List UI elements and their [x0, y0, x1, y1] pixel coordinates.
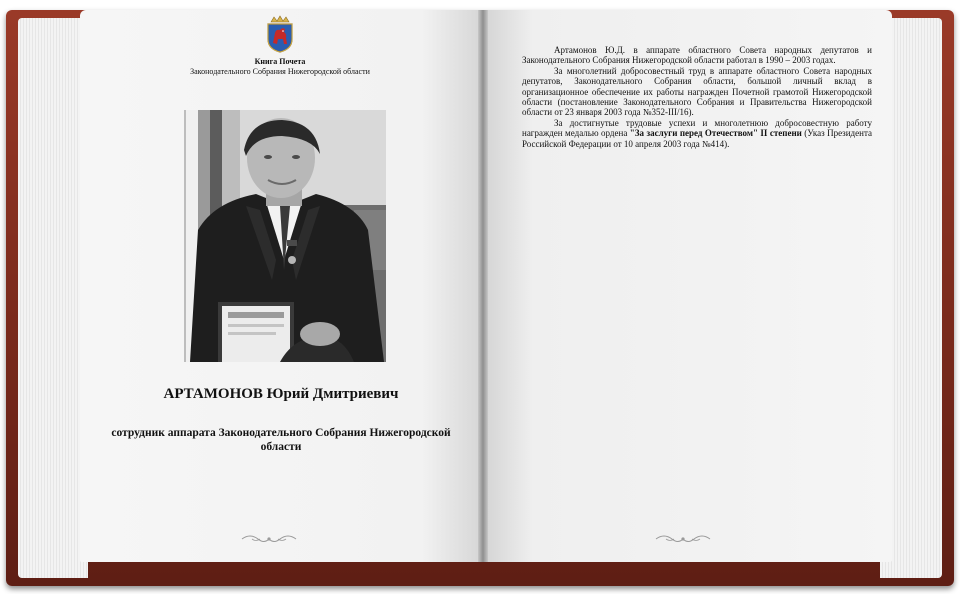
- page-stack-left: [18, 18, 88, 578]
- biography-paragraph-2: За многолетний добросовестный труд в аппарате областного Совета народных депутатов, Законодательного Собрания области, большой личный вклад в организационное обеспечение их работы награжден Почетной грамотой Нижегородской области (постановление Законодательного Собрания и Правительства Нижегородской области от 23 января 2003 года №352-III/16).: [522, 65, 872, 118]
- paragraph-3-start: За достигнутые трудовые успехи и многолетнюю добросовестную работу награжден медалью ордена: [522, 117, 872, 139]
- biography-paragraph-3: [522, 118, 872, 149]
- book-gutter: [478, 10, 488, 562]
- biography-paragraph-1: Артамонов Ю.Д. в аппарате областного Совета народных депутатов и Законодательного Собрания Нижегородской области работал в 1990 – 2003 годах.: [522, 45, 872, 66]
- biography-text: [522, 45, 872, 149]
- book-header: [140, 57, 420, 77]
- award-name: "За заслуги перед Отечеством" II степени: [629, 128, 802, 139]
- paragraph-3-end: (Указ Президента Российской Федерации от 10 апреля 2003 года №414).: [522, 128, 872, 149]
- coat-of-arms-icon: [262, 15, 298, 53]
- book-title: Книга Почета: [254, 57, 306, 66]
- portrait-photo: [184, 110, 386, 362]
- person-name: АРТАМОНОВ Юрий Дмитриевич: [163, 386, 399, 402]
- book-subtitle: Законодательного Собрания Нижегородской области: [190, 67, 370, 76]
- flourish-ornament-icon: [654, 533, 712, 545]
- flourish-ornament-icon: [240, 533, 298, 545]
- person-position: сотрудник аппарата Законодательного Собрания Нижегородской области: [111, 427, 451, 453]
